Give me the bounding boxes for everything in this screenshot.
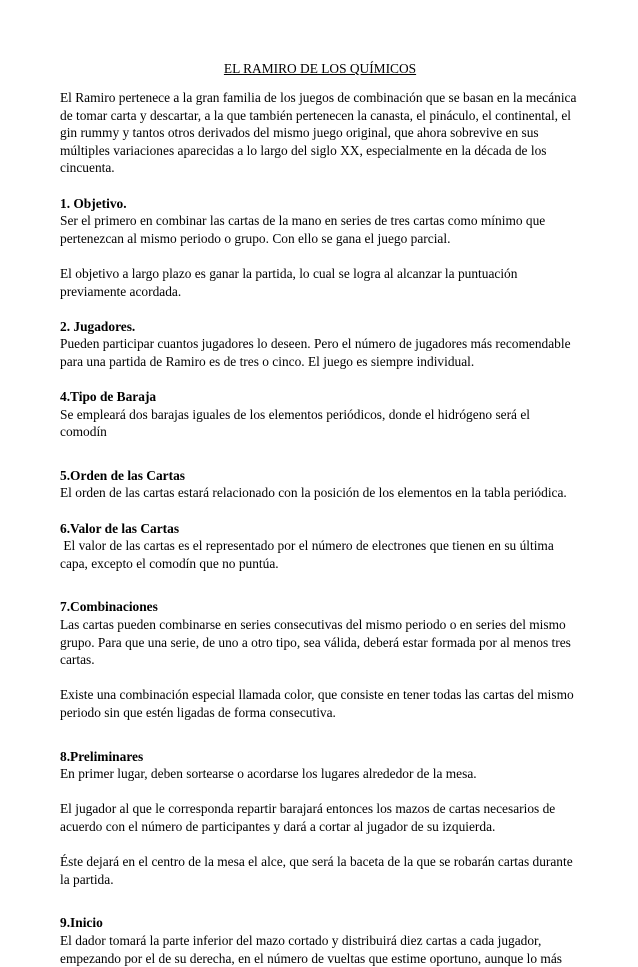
document-title: EL RAMIRO DE LOS QUÍMICOS	[223, 61, 417, 76]
section-paragraph: El jugador al que le corresponda repartir barajará entonces los mazos de cartas necesarios de acuerdo con el número de participantes y dará a cortar al jugador de su izquierda.	[60, 801, 556, 834]
section-paragraph: El valor de las cartas es el representado por el número de electrones que tienen en su última capa, excepto el comodín que no puntúa.	[60, 538, 558, 571]
spacer	[60, 836, 580, 854]
document-page	[60, 61, 580, 967]
section-paragraph: Se empleará dos barajas iguales de los elementos periódicos, donde el hidrógeno será el comodín	[60, 406, 531, 440]
section-heading-preliminares: 8.Preliminares	[60, 748, 144, 764]
section-paragraph: Pueden participar cuantos jugadores lo deseen. Pero el número de jugadores más recomendable para una partida de Ramiro es de tres o cinco. El juego es siempre individual.	[60, 336, 571, 369]
section-paragraph: En primer lugar, deben sortearse o acordarse los lugares alrededor de la mesa.	[60, 766, 477, 782]
section-paragraph: El dador tomará la parte inferior del mazo cortado y distribuirá diez cartas a cada jugador, empezando por el de su derecha, en el número de vueltas que estime oportuno, aunque lo más	[60, 932, 562, 966]
spacer	[60, 783, 580, 801]
section-heading-inicio: 9.Inicio	[60, 915, 103, 931]
section-heading-valor-de-las-cartas: 6.Valor de las Cartas	[60, 520, 180, 536]
section-heading-combinaciones: 7.Combinaciones	[60, 599, 158, 615]
spacer	[60, 888, 580, 910]
spacer	[60, 441, 580, 463]
section-paragraph: Ser el primero en combinar las cartas de la mano en series de tres cartas como mínimo que pertenezcan al mismo periodo o grupo. Con ello se gana el juego parcial.	[60, 213, 546, 246]
spacer	[60, 177, 580, 195]
spacer	[60, 371, 580, 389]
section-paragraph: Éste dejará en el centro de la mesa el alce, que será la baceta de la que se robarán cartas durante la partida.	[60, 854, 573, 887]
section-heading-tipo-de-baraja: 4.Tipo de Baraja	[60, 389, 157, 405]
spacer	[60, 300, 580, 318]
section-paragraph: Existe una combinación especial llamada color, que consiste en tener todas las cartas del mismo periodo sin que estén ligadas de forma consecutiva.	[60, 687, 574, 720]
intro-paragraph: El Ramiro pertenece a la gran familia de los juegos de combinación que se basan en la mecánica de tomar carta y descartar, a la que también pertenecen la canasta, el pináculo, el continental, el gin rummy y tantos otros derivados del mismo juego original, que ahora sobrevive en sus múltiples variaciones aparecidas a lo largo del siglo XX, especialmente en la década de los cincuenta.	[60, 90, 577, 176]
spacer	[60, 502, 580, 520]
section-heading-orden-de-las-cartas: 5.Orden de las Cartas	[60, 467, 185, 483]
spacer	[60, 572, 580, 594]
section-heading-objetivo: 1. Objetivo.	[60, 195, 127, 211]
spacer	[60, 722, 580, 744]
section-paragraph: El orden de las cartas estará relacionado con la posición de los elementos en la tabla periódica.	[60, 485, 567, 501]
section-paragraph: Las cartas pueden combinarse en series consecutivas del mismo periodo o en series del mismo grupo. Para que una serie, de uno a otro tipo, sea válida, deberá estar formada por al menos tres cartas.	[60, 617, 571, 668]
section-paragraph: El objetivo a largo plazo es ganar la partida, lo cual se logra al alcanzar la puntuación previamente acordada.	[60, 265, 518, 299]
section-heading-jugadores: 2. Jugadores.	[60, 318, 136, 334]
spacer	[60, 247, 580, 265]
spacer	[60, 669, 580, 687]
